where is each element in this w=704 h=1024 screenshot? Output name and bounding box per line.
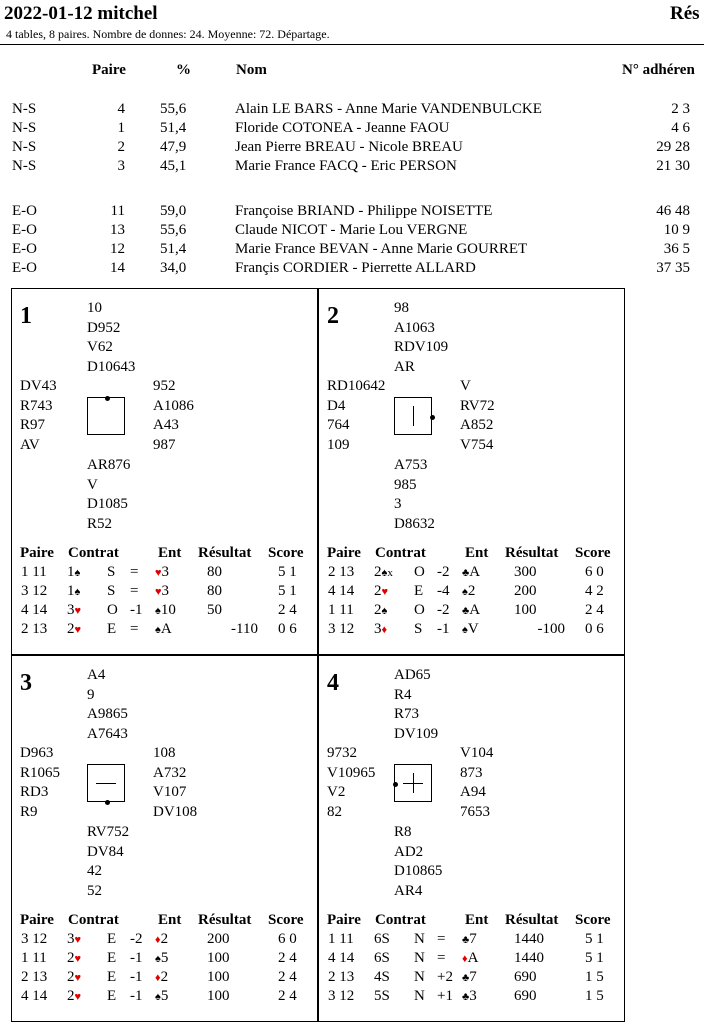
result-declarer: E bbox=[107, 621, 117, 637]
result-score-ns: 690 bbox=[514, 988, 537, 1004]
result-lead bbox=[155, 969, 168, 986]
results-header-lead: Ent bbox=[158, 912, 182, 928]
result-declarer: S bbox=[107, 564, 116, 580]
ranking-pair: 14 bbox=[110, 260, 125, 276]
ranking-names: Floride COTONEA - Jeanne FAOU bbox=[235, 120, 450, 136]
result-contract bbox=[374, 969, 390, 986]
result-score-eo: -100 bbox=[537, 621, 565, 637]
result-tricks: -1 bbox=[130, 969, 143, 985]
contract-level: 6S bbox=[374, 931, 390, 947]
lead-suit-icon: ♣ bbox=[462, 991, 470, 1003]
result-points: 2 4 bbox=[278, 950, 297, 966]
results-header-pair: Paire bbox=[20, 912, 54, 928]
result-points: 5 1 bbox=[278, 564, 297, 580]
lead-suit-icon: ♦ bbox=[155, 934, 161, 946]
result-score-ns: 100 bbox=[207, 988, 230, 1004]
compass-icon bbox=[87, 397, 125, 435]
result-declarer: O bbox=[107, 602, 118, 618]
dealer-dot-icon bbox=[105, 800, 110, 805]
results-header-pair: Paire bbox=[327, 545, 361, 561]
lead-suit-icon: ♣ bbox=[462, 567, 470, 579]
lead-card: 2 bbox=[160, 969, 169, 985]
ranking-direction: E-O bbox=[12, 241, 37, 257]
ranking-percent: 55,6 bbox=[160, 222, 187, 238]
lead-suit-icon: ♠ bbox=[462, 586, 468, 598]
page-title: 2022-01-12 mitchel bbox=[4, 3, 158, 24]
result-contract bbox=[67, 602, 81, 619]
result-tricks: -2 bbox=[437, 602, 450, 618]
result-tricks: -1 bbox=[130, 950, 143, 966]
result-lead bbox=[462, 950, 478, 967]
result-lead bbox=[155, 950, 168, 967]
result-points: 6 0 bbox=[278, 931, 297, 947]
lead-suit-icon: ♣ bbox=[462, 934, 470, 946]
result-tricks: -1 bbox=[437, 621, 450, 637]
ranking-percent: 51,4 bbox=[160, 120, 187, 136]
ranking-percent: 34,0 bbox=[160, 260, 187, 276]
result-contract bbox=[67, 564, 80, 581]
ranking-pair: 4 bbox=[117, 101, 125, 117]
results-header-result: Résultat bbox=[198, 912, 252, 928]
ranking-row bbox=[0, 260, 704, 279]
ranking-names: Françis CORDIER - Pierrette ALLARD bbox=[235, 260, 476, 276]
lead-card: 10 bbox=[160, 602, 176, 618]
ranking-pair: 12 bbox=[110, 241, 125, 257]
result-pair: 2 13 bbox=[21, 621, 48, 637]
result-points: 6 0 bbox=[585, 564, 604, 580]
lead-suit-icon: ♥ bbox=[155, 567, 162, 579]
result-points: 2 4 bbox=[278, 602, 297, 618]
dealer-dot-icon bbox=[393, 782, 398, 787]
result-declarer: E bbox=[107, 988, 117, 1004]
results-header-score: Score bbox=[268, 545, 304, 561]
result-contract bbox=[374, 988, 390, 1005]
ranking-pair: 3 bbox=[117, 158, 125, 174]
results-header-contract: Contrat bbox=[375, 912, 426, 928]
col-header-name: Nom bbox=[236, 62, 267, 78]
result-pair: 4 14 bbox=[21, 988, 48, 1004]
result-declarer: E bbox=[107, 969, 117, 985]
lead-suit-icon: ♣ bbox=[462, 972, 470, 984]
result-points: 4 2 bbox=[585, 583, 604, 599]
ranking-direction: N-S bbox=[12, 101, 37, 117]
hand-south: A753 985 3 D8632 bbox=[394, 457, 435, 532]
result-pair: 2 13 bbox=[328, 564, 355, 580]
suit-icon: ♠ bbox=[381, 605, 388, 617]
vulnerability-icon bbox=[413, 406, 414, 426]
result-pair: 1 11 bbox=[21, 564, 47, 580]
result-contract bbox=[67, 583, 80, 600]
result-pair: 4 14 bbox=[328, 583, 355, 599]
ranking-direction: N-S bbox=[12, 158, 37, 174]
ranking-names: Claude NICOT - Marie Lou VERGNE bbox=[235, 222, 468, 238]
result-lead bbox=[462, 621, 479, 638]
result-contract bbox=[67, 969, 81, 986]
ranking-direction: N-S bbox=[12, 139, 37, 155]
suit-icon: ♠ bbox=[74, 567, 81, 579]
lead-suit-icon: ♥ bbox=[155, 586, 162, 598]
result-lead bbox=[462, 602, 480, 619]
lead-suit-icon: ♣ bbox=[462, 605, 470, 617]
result-declarer: E bbox=[107, 931, 117, 947]
suit-icon: ♥ bbox=[74, 953, 82, 965]
result-score-ns: 690 bbox=[514, 969, 537, 985]
hand-north: 10 D952 V62 D10643 bbox=[87, 300, 136, 375]
contract-level: 4S bbox=[374, 969, 390, 985]
result-declarer: S bbox=[107, 583, 116, 599]
compass-icon bbox=[87, 764, 125, 802]
ranking-direction: E-O bbox=[12, 260, 37, 276]
results-header-lead: Ent bbox=[465, 912, 489, 928]
result-score-ns: 80 bbox=[207, 583, 222, 599]
result-declarer: S bbox=[414, 621, 423, 637]
ranking-row bbox=[0, 222, 704, 241]
result-points: 5 1 bbox=[585, 931, 604, 947]
results-header-pair: Paire bbox=[20, 545, 54, 561]
suit-icon: ♥ bbox=[74, 972, 82, 984]
hand-north: 98 A1063 RDV109 AR bbox=[394, 300, 449, 375]
result-tricks: -4 bbox=[437, 583, 450, 599]
ranking-row bbox=[0, 120, 704, 139]
result-declarer: N bbox=[414, 969, 425, 985]
result-pair: 1 11 bbox=[21, 950, 47, 966]
contract-level: 3 bbox=[374, 621, 382, 637]
result-contract bbox=[374, 621, 387, 638]
lead-card: 7 bbox=[469, 931, 477, 947]
results-header-contract: Contrat bbox=[68, 912, 119, 928]
lead-suit-icon: ♠ bbox=[155, 624, 161, 636]
ranking-names: Marie France FACQ - Eric PERSON bbox=[235, 158, 457, 174]
result-declarer: N bbox=[414, 950, 425, 966]
suit-icon: ♦ bbox=[381, 624, 388, 636]
result-pair: 1 11 bbox=[328, 931, 354, 947]
col-header-member: N° adhéren bbox=[622, 62, 695, 78]
ranking-percent: 47,9 bbox=[160, 139, 187, 155]
lead-card: 5 bbox=[160, 950, 169, 966]
dealer-dot-icon bbox=[105, 396, 110, 401]
result-pair: 1 11 bbox=[328, 602, 354, 618]
result-points: 2 4 bbox=[278, 969, 297, 985]
result-points: 0 6 bbox=[585, 621, 604, 637]
hand-east: 108 A732 V107 DV108 bbox=[153, 745, 198, 820]
lead-card: A bbox=[467, 950, 479, 966]
ranking-pair: 13 bbox=[110, 222, 125, 238]
result-contract bbox=[374, 564, 393, 581]
ranking-direction: E-O bbox=[12, 222, 37, 238]
result-pair: 3 12 bbox=[328, 621, 355, 637]
ranking-direction: E-O bbox=[12, 203, 37, 219]
result-tricks: -2 bbox=[130, 931, 143, 947]
hand-south: RV752 DV84 42 52 bbox=[87, 824, 130, 899]
result-tricks: +2 bbox=[437, 969, 453, 985]
ranking-member-numbers: 10 9 bbox=[663, 222, 690, 238]
result-lead bbox=[462, 583, 475, 600]
hand-east: 952 A1086 A43 987 bbox=[153, 378, 194, 453]
lead-card: A bbox=[160, 621, 172, 637]
results-header-score: Score bbox=[268, 912, 304, 928]
result-score-ns: 200 bbox=[514, 583, 537, 599]
lead-card: 7 bbox=[469, 969, 477, 985]
vulnerability-icon bbox=[96, 783, 116, 784]
result-pair: 2 13 bbox=[21, 969, 48, 985]
ranking-row bbox=[0, 101, 704, 120]
header-divider bbox=[0, 44, 704, 45]
ranking-member-numbers: 46 48 bbox=[656, 203, 690, 219]
hand-west: RD10642 D4 764 109 bbox=[327, 378, 386, 453]
ranking-row bbox=[0, 241, 704, 260]
col-header-pct: % bbox=[176, 62, 191, 78]
page-title-right: Rés bbox=[670, 3, 700, 24]
contract-level: 1 bbox=[67, 564, 75, 580]
result-pair: 3 12 bbox=[21, 583, 48, 599]
results-header-score: Score bbox=[575, 912, 611, 928]
result-contract bbox=[374, 602, 387, 619]
compass-icon bbox=[394, 764, 432, 802]
contract-level: 2 bbox=[67, 969, 75, 985]
result-score-eo: -110 bbox=[231, 621, 258, 637]
result-score-ns: 100 bbox=[514, 602, 537, 618]
board-number: 2 bbox=[327, 303, 339, 329]
result-contract bbox=[67, 988, 81, 1005]
result-pair: 4 14 bbox=[21, 602, 48, 618]
ranking-names: Jean Pierre BREAU - Nicole BREAU bbox=[235, 139, 463, 155]
result-pair: 3 12 bbox=[328, 988, 355, 1004]
result-score-ns: 50 bbox=[207, 602, 222, 618]
board-2 bbox=[318, 288, 625, 655]
result-score-ns: 1440 bbox=[514, 931, 544, 947]
contract-level: 1 bbox=[67, 583, 75, 599]
result-contract bbox=[67, 621, 81, 638]
ranking-names: Alain LE BARS - Anne Marie VANDENBULCKE bbox=[235, 101, 542, 117]
result-lead bbox=[462, 931, 477, 948]
results-header-score: Score bbox=[575, 545, 611, 561]
results-header-result: Résultat bbox=[505, 545, 559, 561]
suit-icon: ♥ bbox=[74, 934, 82, 946]
result-pair: 4 14 bbox=[328, 950, 355, 966]
board-1 bbox=[11, 288, 318, 655]
result-lead bbox=[155, 564, 169, 581]
results-header-result: Résultat bbox=[505, 912, 559, 928]
results-header-lead: Ent bbox=[158, 545, 182, 561]
ranking-member-numbers: 4 6 bbox=[671, 120, 690, 136]
lead-suit-icon: ♠ bbox=[462, 624, 468, 636]
contract-level: 2 bbox=[67, 988, 75, 1004]
contract-level: 2 bbox=[374, 583, 382, 599]
result-points: 2 4 bbox=[278, 988, 297, 1004]
result-score-ns: 80 bbox=[207, 564, 222, 580]
ranking-member-numbers: 21 30 bbox=[656, 158, 690, 174]
hand-west: DV43 R743 R97 AV bbox=[20, 378, 57, 453]
suit-icon: ♥ bbox=[74, 605, 82, 617]
lead-suit-icon: ♠ bbox=[155, 991, 161, 1003]
contract-level: 3 bbox=[67, 931, 75, 947]
lead-suit-icon: ♦ bbox=[462, 953, 468, 965]
result-points: 2 4 bbox=[585, 602, 604, 618]
hand-north: AD65 R4 R73 DV109 bbox=[394, 667, 439, 742]
board-number: 4 bbox=[327, 670, 339, 696]
result-declarer: E bbox=[414, 583, 424, 599]
result-tricks: = bbox=[130, 583, 139, 599]
result-declarer: O bbox=[414, 602, 425, 618]
ranking-names: Marie France BEVAN - Anne Marie GOURRET bbox=[235, 241, 528, 257]
result-lead bbox=[155, 602, 176, 619]
ranking-pair: 1 bbox=[117, 120, 125, 136]
contract-level: 2 bbox=[67, 621, 75, 637]
results-header-contract: Contrat bbox=[68, 545, 119, 561]
ranking-member-numbers: 36 5 bbox=[663, 241, 690, 257]
result-lead bbox=[462, 969, 477, 986]
result-declarer: O bbox=[414, 564, 425, 580]
lead-card: 3 bbox=[469, 988, 477, 1004]
contract-level: 6S bbox=[374, 950, 390, 966]
ranking-row bbox=[0, 158, 704, 177]
result-declarer: N bbox=[414, 931, 425, 947]
suit-icon: ♠ bbox=[74, 586, 81, 598]
result-lead bbox=[155, 931, 168, 948]
hand-north: A4 9 A9865 A7643 bbox=[87, 667, 128, 742]
ranking-row bbox=[0, 139, 704, 158]
results-header-result: Résultat bbox=[198, 545, 252, 561]
result-tricks: -2 bbox=[437, 564, 450, 580]
lead-card: 3 bbox=[161, 564, 170, 580]
result-tricks: = bbox=[130, 564, 139, 580]
ranking-pair: 11 bbox=[110, 203, 125, 219]
result-score-ns: 300 bbox=[514, 564, 537, 580]
ranking-percent: 45,1 bbox=[160, 158, 187, 174]
lead-card: A bbox=[469, 602, 481, 618]
compass-icon bbox=[394, 397, 432, 435]
result-tricks: -1 bbox=[130, 988, 143, 1004]
ranking-member-numbers: 2 3 bbox=[671, 101, 690, 117]
result-points: 1 5 bbox=[585, 969, 604, 985]
vulnerability-icon bbox=[403, 783, 423, 784]
result-contract bbox=[374, 931, 390, 948]
result-contract bbox=[67, 950, 81, 967]
lead-suit-icon: ♠ bbox=[155, 953, 161, 965]
board-4 bbox=[318, 655, 625, 1022]
suit-icon: ♥ bbox=[74, 624, 82, 636]
lead-card: 2 bbox=[160, 931, 169, 947]
result-lead bbox=[155, 621, 172, 638]
board-number: 1 bbox=[20, 303, 32, 329]
suit-icon: ♥ bbox=[74, 991, 82, 1003]
result-contract bbox=[374, 950, 390, 967]
result-tricks: = bbox=[437, 950, 446, 966]
hand-south: R8 AD2 D10865 AR4 bbox=[394, 824, 443, 899]
ranking-names: Françoise BRIAND - Philippe NOISETTE bbox=[235, 203, 493, 219]
board-3 bbox=[11, 655, 318, 1022]
hand-west: 9732 V10965 V2 82 bbox=[327, 745, 376, 820]
result-points: 5 1 bbox=[585, 950, 604, 966]
result-score-ns: 100 bbox=[207, 969, 230, 985]
hand-west: D963 R1065 RD3 R9 bbox=[20, 745, 61, 820]
page-subtitle: 4 tables, 8 paires. Nombre de donnes: 24. Moyenne: 72. Départage. bbox=[6, 27, 330, 41]
contract-level: 3 bbox=[67, 602, 75, 618]
dealer-dot-icon bbox=[430, 415, 435, 420]
results-header-contract: Contrat bbox=[375, 545, 426, 561]
result-tricks: = bbox=[437, 931, 446, 947]
lead-card: A bbox=[469, 564, 481, 580]
contract-level: 2 bbox=[67, 950, 75, 966]
lead-suit-icon: ♠ bbox=[155, 605, 161, 617]
ranking-member-numbers: 37 35 bbox=[656, 260, 690, 276]
ranking-member-numbers: 29 28 bbox=[656, 139, 690, 155]
results-header-lead: Ent bbox=[465, 545, 489, 561]
result-tricks: -1 bbox=[130, 602, 143, 618]
result-points: 5 1 bbox=[278, 583, 297, 599]
result-lead bbox=[155, 988, 168, 1005]
result-points: 1 5 bbox=[585, 988, 604, 1004]
result-tricks: +1 bbox=[437, 988, 453, 1004]
result-pair: 3 12 bbox=[21, 931, 48, 947]
ranking-percent: 51,4 bbox=[160, 241, 187, 257]
ranking-percent: 59,0 bbox=[160, 203, 187, 219]
result-contract bbox=[374, 583, 388, 600]
result-declarer: E bbox=[107, 950, 117, 966]
lead-card: V bbox=[467, 621, 479, 637]
lead-card: 2 bbox=[467, 583, 476, 599]
hand-south: AR876 V D1085 R52 bbox=[87, 457, 131, 532]
ranking-pair: 2 bbox=[117, 139, 125, 155]
contract-level: 2 bbox=[374, 564, 382, 580]
suit-icon: ♥ bbox=[381, 586, 389, 598]
result-score-ns: 100 bbox=[207, 950, 230, 966]
result-score-ns: 200 bbox=[207, 931, 230, 947]
result-declarer: N bbox=[414, 988, 425, 1004]
result-score-ns: 1440 bbox=[514, 950, 544, 966]
result-tricks: = bbox=[130, 621, 139, 637]
result-lead bbox=[462, 564, 480, 581]
result-points: 0 6 bbox=[278, 621, 297, 637]
contract-level: 5S bbox=[374, 988, 390, 1004]
hand-east: V RV72 A852 V754 bbox=[460, 378, 495, 453]
results-header-pair: Paire bbox=[327, 912, 361, 928]
hand-east: V104 873 A94 7653 bbox=[460, 745, 494, 820]
lead-card: 5 bbox=[160, 988, 169, 1004]
ranking-row bbox=[0, 203, 704, 222]
col-header-pair: Paire bbox=[92, 62, 126, 78]
lead-card: 3 bbox=[161, 583, 170, 599]
lead-suit-icon: ♦ bbox=[155, 972, 161, 984]
result-contract bbox=[67, 931, 81, 948]
suit-icon: ♠x bbox=[381, 567, 393, 579]
result-lead bbox=[462, 988, 477, 1005]
result-pair: 2 13 bbox=[328, 969, 355, 985]
ranking-direction: N-S bbox=[12, 120, 37, 136]
result-lead bbox=[155, 583, 169, 600]
board-number: 3 bbox=[20, 670, 32, 696]
contract-level: 2 bbox=[374, 602, 382, 618]
ranking-percent: 55,6 bbox=[160, 101, 187, 117]
